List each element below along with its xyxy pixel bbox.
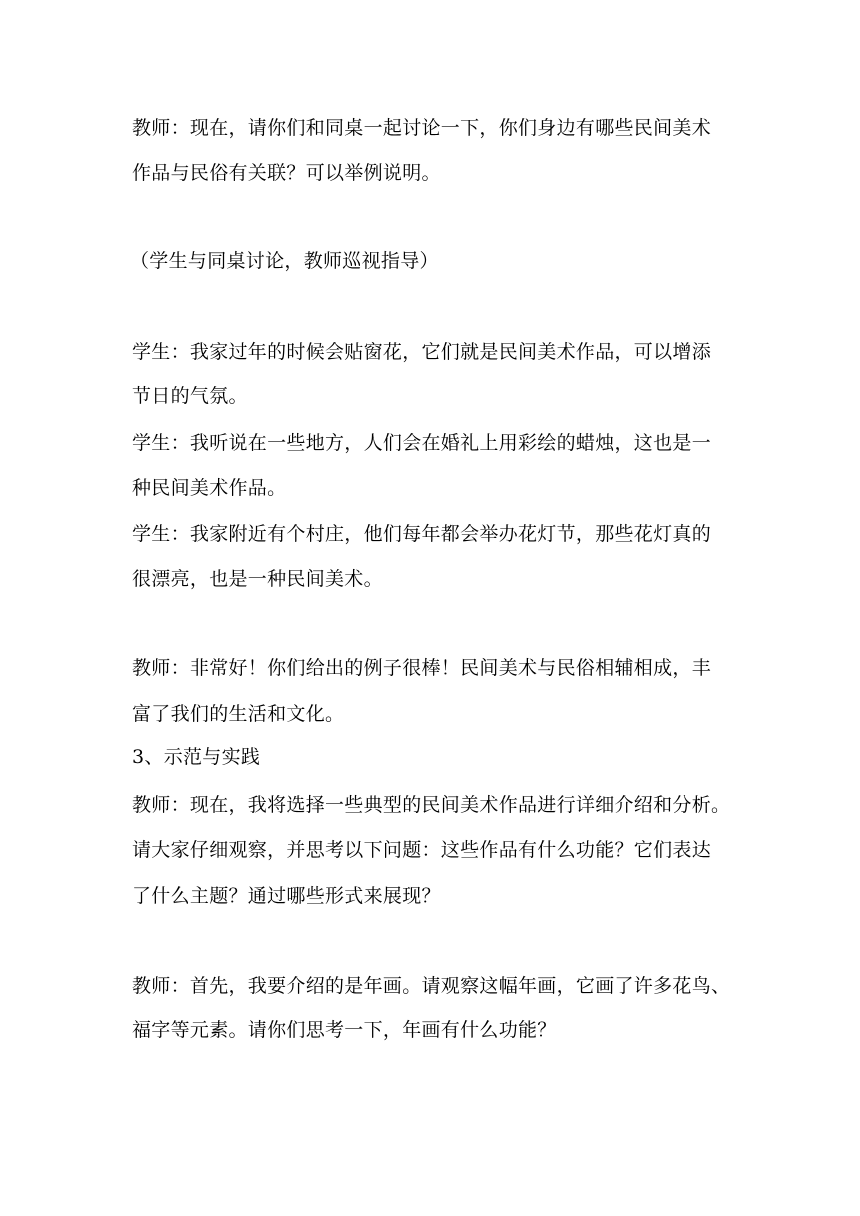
paragraph-line: 学生：我家附近有个村庄，他们每年都会举办花灯节，那些花灯真的 — [132, 523, 712, 545]
paragraph-line: 了什么主题？通过哪些形式来展现？ — [132, 885, 441, 907]
paragraph-line: 福字等元素。请你们思考一下，年画有什么功能？ — [132, 1019, 557, 1041]
paragraph-line: 学生：我听说在一些地方，人们会在婚礼上用彩绘的蜡烛，这也是一 — [132, 432, 712, 454]
section-heading: 3、示范与实践 — [132, 746, 261, 768]
paragraph-line: （学生与同桌讨论，教师巡视指导） — [130, 250, 439, 272]
paragraph-line: 请大家仔细观察，并思考以下问题：这些作品有什么功能？它们表达 — [132, 839, 712, 861]
paragraph-line: 教师：首先，我要介绍的是年画。请观察这幅年画，它画了许多花鸟、 — [132, 975, 731, 997]
paragraph-line: 节日的气氛。 — [132, 385, 248, 407]
paragraph-line: 很漂亮，也是一种民间美术。 — [132, 568, 383, 590]
paragraph-line: 富了我们的生活和文化。 — [132, 703, 345, 725]
paragraph-line: 种民间美术作品。 — [132, 477, 287, 499]
paragraph-line: 教师：现在，我将选择一些典型的民间美术作品进行详细介绍和分析。 — [132, 794, 731, 816]
paragraph-line: 教师：非常好！你们给出的例子很棒！民间美术与民俗相辅相成，丰 — [132, 657, 712, 679]
paragraph-line: 教师：现在，请你们和同桌一起讨论一下，你们身边有哪些民间美术 — [132, 117, 712, 139]
paragraph-line: 学生：我家过年的时候会贴窗花，它们就是民间美术作品，可以增添 — [132, 341, 712, 363]
paragraph-line: 作品与民俗有关联？可以举例说明。 — [132, 162, 441, 184]
